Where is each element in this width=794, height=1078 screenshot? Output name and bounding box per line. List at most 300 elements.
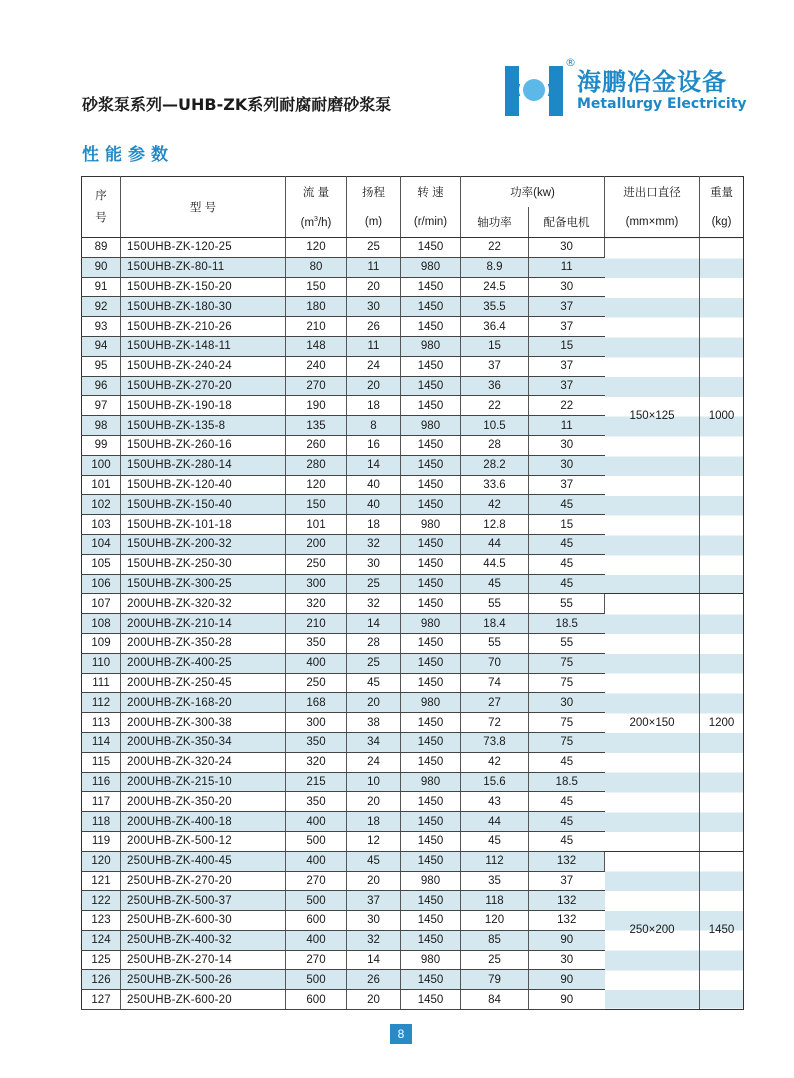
- cell-motor: 75: [529, 713, 605, 733]
- cell-head: 20: [347, 792, 401, 812]
- cell-flow: 400: [286, 653, 347, 673]
- cell-speed: 1450: [401, 713, 461, 733]
- cell-shaft: 79: [461, 970, 529, 990]
- cell-weight-group: 1450: [700, 851, 744, 1009]
- cell-motor: 30: [529, 455, 605, 475]
- cell-weight-group: 1200: [700, 594, 744, 851]
- cell-speed: 1450: [401, 396, 461, 416]
- cell-motor: 30: [529, 950, 605, 970]
- cell-flow: 350: [286, 633, 347, 653]
- table-row: [82, 594, 744, 614]
- cell-no: 95: [82, 356, 121, 376]
- cell-flow: 101: [286, 515, 347, 535]
- cell-shaft: 44: [461, 534, 529, 554]
- cell-shaft: 22: [461, 396, 529, 416]
- cell-model: 200UHB-ZK-500-12: [121, 831, 286, 851]
- cell-flow: 270: [286, 376, 347, 396]
- cell-speed: 1450: [401, 297, 461, 317]
- header-model: 型 号: [121, 177, 286, 238]
- cell-shaft: 35: [461, 871, 529, 891]
- cell-motor: 132: [529, 891, 605, 911]
- cell-no: 106: [82, 574, 121, 594]
- cell-head: 24: [347, 356, 401, 376]
- cell-flow: 240: [286, 356, 347, 376]
- cell-motor: 18.5: [529, 614, 605, 634]
- cell-speed: 1450: [401, 495, 461, 515]
- cell-flow: 250: [286, 554, 347, 574]
- cell-shaft: 35.5: [461, 297, 529, 317]
- cell-shaft: 72: [461, 713, 529, 733]
- cell-flow: 400: [286, 812, 347, 832]
- cell-motor: 132: [529, 851, 605, 871]
- cell-no: 108: [82, 614, 121, 634]
- cell-no: 90: [82, 257, 121, 277]
- cell-flow: 350: [286, 732, 347, 752]
- cell-flow: 300: [286, 713, 347, 733]
- cell-flow: 150: [286, 495, 347, 515]
- cell-shaft: 43: [461, 792, 529, 812]
- cell-shaft: 15.6: [461, 772, 529, 792]
- cell-flow: 215: [286, 772, 347, 792]
- cell-no: 119: [82, 831, 121, 851]
- cell-model: 150UHB-ZK-250-30: [121, 554, 286, 574]
- cell-head: 40: [347, 475, 401, 495]
- header-shaft-power: 轴功率: [461, 207, 529, 238]
- cell-model: 200UHB-ZK-215-10: [121, 772, 286, 792]
- cell-speed: 1450: [401, 376, 461, 396]
- hp-logo-icon: [503, 62, 565, 120]
- cell-no: 97: [82, 396, 121, 416]
- cell-flow: 400: [286, 930, 347, 950]
- performance-table: [81, 176, 744, 1010]
- cell-motor: 22: [529, 396, 605, 416]
- cell-shaft: 73.8: [461, 732, 529, 752]
- cell-head: 18: [347, 515, 401, 535]
- cell-shaft: 12.8: [461, 515, 529, 535]
- cell-head: 20: [347, 277, 401, 297]
- cell-head: 25: [347, 574, 401, 594]
- cell-model: 150UHB-ZK-270-20: [121, 376, 286, 396]
- cell-flow: 200: [286, 534, 347, 554]
- cell-motor: 90: [529, 990, 605, 1010]
- cell-model: 200UHB-ZK-400-18: [121, 812, 286, 832]
- cell-head: 20: [347, 871, 401, 891]
- cell-shaft: 18.4: [461, 614, 529, 634]
- cell-model: 150UHB-ZK-120-40: [121, 475, 286, 495]
- cell-speed: 1450: [401, 732, 461, 752]
- cell-no: 101: [82, 475, 121, 495]
- cell-no: 92: [82, 297, 121, 317]
- cell-speed: 1450: [401, 574, 461, 594]
- cell-head: 8: [347, 416, 401, 436]
- cell-motor: 45: [529, 831, 605, 851]
- cell-no: 123: [82, 911, 121, 931]
- cell-no: 125: [82, 950, 121, 970]
- cell-motor: 37: [529, 871, 605, 891]
- cell-flow: 168: [286, 693, 347, 713]
- cell-motor: 45: [529, 752, 605, 772]
- cell-speed: 980: [401, 772, 461, 792]
- cell-head: 18: [347, 812, 401, 832]
- cell-head: 20: [347, 693, 401, 713]
- cell-model: 150UHB-ZK-190-18: [121, 396, 286, 416]
- cell-motor: 30: [529, 435, 605, 455]
- header-flow-unit: [286, 207, 347, 238]
- cell-shaft: 70: [461, 653, 529, 673]
- cell-no: 99: [82, 435, 121, 455]
- cell-no: 110: [82, 653, 121, 673]
- cell-motor: 37: [529, 317, 605, 337]
- cell-shaft: 44: [461, 812, 529, 832]
- cell-speed: 1450: [401, 534, 461, 554]
- cell-head: 25: [347, 653, 401, 673]
- cell-speed: 1450: [401, 633, 461, 653]
- cell-model: 200UHB-ZK-320-32: [121, 594, 286, 614]
- header-speed: 转 速: [401, 177, 461, 208]
- cell-no: 121: [82, 871, 121, 891]
- cell-head: 10: [347, 772, 401, 792]
- cell-flow: 500: [286, 970, 347, 990]
- cell-shaft: 84: [461, 990, 529, 1010]
- cell-model: 250UHB-ZK-270-14: [121, 950, 286, 970]
- cell-speed: 1450: [401, 792, 461, 812]
- cell-motor: 37: [529, 297, 605, 317]
- cell-model: 250UHB-ZK-500-26: [121, 970, 286, 990]
- flow-unit-post: /h): [317, 216, 332, 229]
- cell-head: 18: [347, 396, 401, 416]
- cell-motor: 90: [529, 970, 605, 990]
- cell-model: 150UHB-ZK-150-40: [121, 495, 286, 515]
- cell-motor: 11: [529, 416, 605, 436]
- cell-speed: 1450: [401, 752, 461, 772]
- cell-head: 34: [347, 732, 401, 752]
- table-body: [82, 238, 744, 1010]
- company-logo: [503, 56, 747, 122]
- cell-shaft: 74: [461, 673, 529, 693]
- cell-model: 200UHB-ZK-210-14: [121, 614, 286, 634]
- cell-head: 26: [347, 970, 401, 990]
- flow-unit-pre: (m: [300, 216, 315, 229]
- cell-speed: 980: [401, 336, 461, 356]
- cell-no: 109: [82, 633, 121, 653]
- cell-model: 250UHB-ZK-270-20: [121, 871, 286, 891]
- cell-motor: 30: [529, 277, 605, 297]
- cell-model: 150UHB-ZK-260-16: [121, 435, 286, 455]
- cell-speed: 980: [401, 515, 461, 535]
- cell-shaft: 42: [461, 752, 529, 772]
- cell-model: 250UHB-ZK-600-20: [121, 990, 286, 1010]
- cell-motor: 75: [529, 673, 605, 693]
- cell-model: 150UHB-ZK-80-11: [121, 257, 286, 277]
- cell-head: 14: [347, 455, 401, 475]
- cell-flow: 80: [286, 257, 347, 277]
- cell-motor: 55: [529, 633, 605, 653]
- cell-no: 120: [82, 851, 121, 871]
- cell-speed: 1450: [401, 317, 461, 337]
- flow-unit-sup: 3: [314, 215, 318, 223]
- cell-speed: 1450: [401, 990, 461, 1010]
- table-row: [82, 238, 744, 258]
- cell-head: 37: [347, 891, 401, 911]
- cell-motor: 90: [529, 930, 605, 950]
- cell-no: 113: [82, 713, 121, 733]
- header-no-label: 序号: [95, 190, 107, 224]
- cell-speed: 1450: [401, 970, 461, 990]
- cell-head: 45: [347, 851, 401, 871]
- cell-motor: 30: [529, 238, 605, 258]
- cell-speed: 1450: [401, 455, 461, 475]
- cell-shaft: 120: [461, 911, 529, 931]
- header-weight-unit: (kg): [700, 207, 744, 238]
- cell-flow: 500: [286, 891, 347, 911]
- cell-head: 11: [347, 336, 401, 356]
- cell-head: 38: [347, 713, 401, 733]
- cell-no: 127: [82, 990, 121, 1010]
- company-name-en: Metallurgy Electricity: [577, 96, 747, 112]
- cell-flow: 210: [286, 317, 347, 337]
- cell-shaft: 118: [461, 891, 529, 911]
- cell-flow: 190: [286, 396, 347, 416]
- cell-flow: 260: [286, 435, 347, 455]
- cell-flow: 320: [286, 752, 347, 772]
- cell-no: 126: [82, 970, 121, 990]
- cell-speed: 1450: [401, 812, 461, 832]
- cell-head: 25: [347, 238, 401, 258]
- cell-model: 250UHB-ZK-400-32: [121, 930, 286, 950]
- cell-shaft: 8.9: [461, 257, 529, 277]
- cell-shaft: 33.6: [461, 475, 529, 495]
- cell-no: 105: [82, 554, 121, 574]
- cell-motor: 45: [529, 574, 605, 594]
- cell-speed: 980: [401, 871, 461, 891]
- cell-shaft: 24.5: [461, 277, 529, 297]
- cell-no: 104: [82, 534, 121, 554]
- cell-speed: 1450: [401, 594, 461, 614]
- cell-flow: 300: [286, 574, 347, 594]
- cell-speed: 980: [401, 257, 461, 277]
- cell-speed: 1450: [401, 673, 461, 693]
- cell-head: 20: [347, 376, 401, 396]
- cell-model: 150UHB-ZK-240-24: [121, 356, 286, 376]
- cell-motor: 55: [529, 594, 605, 614]
- cell-speed: 1450: [401, 851, 461, 871]
- cell-head: 14: [347, 950, 401, 970]
- cell-speed: 1450: [401, 653, 461, 673]
- header-speed-unit: (r/min): [401, 207, 461, 238]
- cell-speed: 1450: [401, 831, 461, 851]
- cell-flow: 148: [286, 336, 347, 356]
- cell-motor: 15: [529, 336, 605, 356]
- cell-no: 118: [82, 812, 121, 832]
- cell-model: 200UHB-ZK-350-28: [121, 633, 286, 653]
- cell-no: 115: [82, 752, 121, 772]
- cell-diameter-group: 250×200: [605, 851, 700, 1009]
- cell-no: 114: [82, 732, 121, 752]
- cell-no: 117: [82, 792, 121, 812]
- cell-head: 26: [347, 317, 401, 337]
- cell-motor: 15: [529, 515, 605, 535]
- cell-model: 150UHB-ZK-135-8: [121, 416, 286, 436]
- cell-head: 40: [347, 495, 401, 515]
- cell-no: 107: [82, 594, 121, 614]
- cell-head: 32: [347, 930, 401, 950]
- cell-shaft: 55: [461, 633, 529, 653]
- cell-no: 100: [82, 455, 121, 475]
- cell-flow: 120: [286, 238, 347, 258]
- header-motor-power: 配备电机: [529, 207, 605, 238]
- cell-diameter-group: 150×125: [605, 238, 700, 594]
- cell-shaft: 44.5: [461, 554, 529, 574]
- cell-head: 32: [347, 594, 401, 614]
- cell-speed: 1450: [401, 554, 461, 574]
- cell-no: 122: [82, 891, 121, 911]
- cell-head: 30: [347, 911, 401, 931]
- cell-speed: 1450: [401, 930, 461, 950]
- cell-no: 111: [82, 673, 121, 693]
- cell-speed: 1450: [401, 911, 461, 931]
- cell-model: 150UHB-ZK-150-20: [121, 277, 286, 297]
- cell-model: 150UHB-ZK-148-11: [121, 336, 286, 356]
- cell-shaft: 45: [461, 574, 529, 594]
- header-no: [82, 177, 121, 238]
- cell-no: 94: [82, 336, 121, 356]
- cell-model: 250UHB-ZK-600-30: [121, 911, 286, 931]
- cell-shaft: 15: [461, 336, 529, 356]
- cell-motor: 75: [529, 653, 605, 673]
- cell-model: 150UHB-ZK-120-25: [121, 238, 286, 258]
- header-power: 功率(kw): [461, 177, 605, 208]
- page-number: 8: [390, 1024, 412, 1044]
- cell-model: 200UHB-ZK-300-38: [121, 713, 286, 733]
- cell-shaft: 85: [461, 930, 529, 950]
- cell-head: 32: [347, 534, 401, 554]
- cell-speed: 1450: [401, 356, 461, 376]
- header-weight: 重量: [710, 187, 733, 199]
- cell-head: 45: [347, 673, 401, 693]
- cell-shaft: 36: [461, 376, 529, 396]
- cell-speed: 1450: [401, 475, 461, 495]
- section-title: 性能参数: [82, 145, 174, 165]
- cell-speed: 980: [401, 416, 461, 436]
- cell-flow: 210: [286, 614, 347, 634]
- cell-model: 200UHB-ZK-400-25: [121, 653, 286, 673]
- cell-motor: 45: [529, 534, 605, 554]
- cell-shaft: 42: [461, 495, 529, 515]
- cell-motor: 45: [529, 792, 605, 812]
- cell-motor: 37: [529, 376, 605, 396]
- cell-head: 16: [347, 435, 401, 455]
- cell-motor: 132: [529, 911, 605, 931]
- cell-no: 91: [82, 277, 121, 297]
- cell-speed: 980: [401, 614, 461, 634]
- cell-flow: 600: [286, 911, 347, 931]
- cell-shaft: 28.2: [461, 455, 529, 475]
- header-diameter-unit: (mm×mm): [605, 207, 700, 238]
- cell-no: 116: [82, 772, 121, 792]
- header-flow: 流 量: [286, 177, 347, 208]
- cell-flow: 250: [286, 673, 347, 693]
- cell-shaft: 28: [461, 435, 529, 455]
- cell-model: 250UHB-ZK-400-45: [121, 851, 286, 871]
- cell-head: 24: [347, 752, 401, 772]
- header-head: 扬程: [347, 177, 401, 208]
- cell-head: 14: [347, 614, 401, 634]
- cell-no: 98: [82, 416, 121, 436]
- cell-diameter-group: 200×150: [605, 594, 700, 851]
- cell-speed: 1450: [401, 238, 461, 258]
- cell-model: 200UHB-ZK-350-20: [121, 792, 286, 812]
- document-title: 砂浆泵系列—UHB-ZK系列耐腐耐磨砂浆泵: [82, 95, 392, 114]
- cell-motor: 37: [529, 475, 605, 495]
- cell-shaft: 22: [461, 238, 529, 258]
- cell-flow: 400: [286, 851, 347, 871]
- cell-head: 30: [347, 297, 401, 317]
- cell-head: 30: [347, 554, 401, 574]
- cell-flow: 350: [286, 792, 347, 812]
- cell-shaft: 25: [461, 950, 529, 970]
- cell-head: 20: [347, 990, 401, 1010]
- cell-speed: 1450: [401, 435, 461, 455]
- cell-motor: 75: [529, 732, 605, 752]
- cell-head: 12: [347, 831, 401, 851]
- cell-model: 150UHB-ZK-180-30: [121, 297, 286, 317]
- cell-no: 103: [82, 515, 121, 535]
- cell-shaft: 45: [461, 831, 529, 851]
- cell-model: 200UHB-ZK-168-20: [121, 693, 286, 713]
- cell-no: 89: [82, 238, 121, 258]
- cell-flow: 270: [286, 950, 347, 970]
- header-head-unit: (m): [347, 207, 401, 238]
- cell-flow: 270: [286, 871, 347, 891]
- cell-motor: 37: [529, 356, 605, 376]
- cell-no: 124: [82, 930, 121, 950]
- cell-shaft: 10.5: [461, 416, 529, 436]
- cell-flow: 320: [286, 594, 347, 614]
- cell-motor: 18.5: [529, 772, 605, 792]
- cell-model: 200UHB-ZK-250-45: [121, 673, 286, 693]
- table-row: [82, 851, 744, 871]
- cell-flow: 280: [286, 455, 347, 475]
- cell-head: 28: [347, 633, 401, 653]
- cell-model: 200UHB-ZK-320-24: [121, 752, 286, 772]
- cell-motor: 45: [529, 495, 605, 515]
- cell-shaft: 55: [461, 594, 529, 614]
- cell-speed: 1450: [401, 891, 461, 911]
- cell-flow: 180: [286, 297, 347, 317]
- registered-mark: ®: [565, 56, 576, 69]
- cell-no: 93: [82, 317, 121, 337]
- cell-model: 200UHB-ZK-350-34: [121, 732, 286, 752]
- cell-flow: 150: [286, 277, 347, 297]
- cell-head: 11: [347, 257, 401, 277]
- cell-no: 96: [82, 376, 121, 396]
- cell-flow: 600: [286, 990, 347, 1010]
- cell-model: 250UHB-ZK-500-37: [121, 891, 286, 911]
- cell-flow: 500: [286, 831, 347, 851]
- cell-weight-group: 1000: [700, 238, 744, 594]
- cell-flow: 120: [286, 475, 347, 495]
- cell-no: 112: [82, 693, 121, 713]
- cell-model: 150UHB-ZK-300-25: [121, 574, 286, 594]
- cell-speed: 980: [401, 950, 461, 970]
- cell-model: 150UHB-ZK-200-32: [121, 534, 286, 554]
- cell-shaft: 36.4: [461, 317, 529, 337]
- cell-no: 102: [82, 495, 121, 515]
- cell-shaft: 37: [461, 356, 529, 376]
- cell-model: 150UHB-ZK-210-26: [121, 317, 286, 337]
- cell-motor: 30: [529, 693, 605, 713]
- cell-motor: 45: [529, 554, 605, 574]
